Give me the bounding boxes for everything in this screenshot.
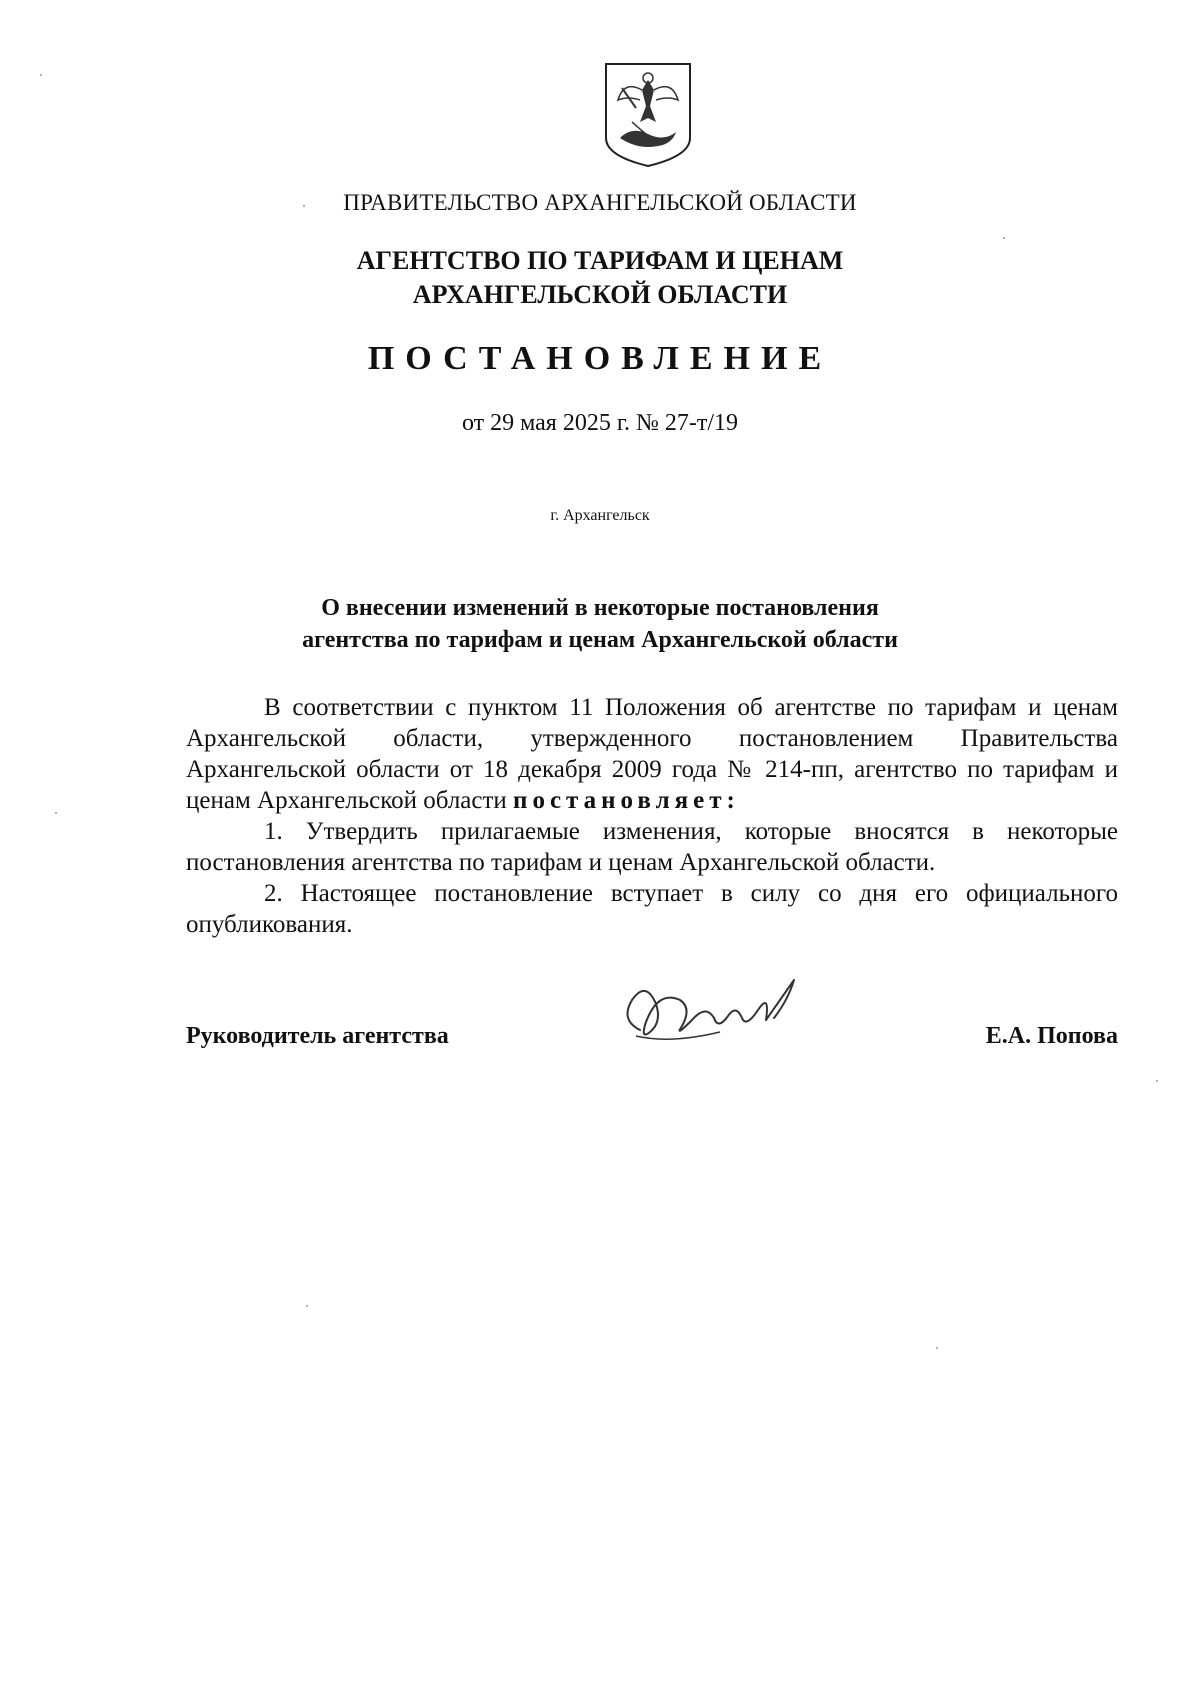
scan-speck	[40, 74, 42, 76]
scan-speck	[1156, 1080, 1158, 1082]
agency-title-line2: АРХАНГЕЛЬСКОЙ ОБЛАСТИ	[412, 280, 788, 309]
scan-speck	[55, 812, 57, 814]
document-body	[186, 692, 1118, 940]
subject-line2: агентства по тарифам и ценам Архангельской области	[302, 627, 898, 653]
item-2: 2. Настоящее постановление вступает в силу со дня его официального опубликования.	[186, 880, 1118, 938]
scan-speck	[303, 205, 305, 207]
document-type: ПОСТАНОВЛЕНИЕ	[367, 340, 833, 377]
coat-of-arms-icon	[602, 60, 694, 170]
scan-speck	[1003, 237, 1005, 239]
item-1: 1. Утвердить прилагаемые изменения, которые вносятся в некоторые постановления агентства по тарифам и ценам Архангельской области.	[186, 818, 1118, 876]
city: г. Архангельск	[550, 507, 650, 524]
agency-title	[0, 244, 1200, 312]
document-number: от 29 мая 2025 г. № 27-т/19	[461, 410, 739, 436]
agency-title-line1: АГЕНТСТВО ПО ТАРИФАМ И ЦЕНАМ	[356, 246, 844, 275]
scan-speck	[306, 1305, 308, 1307]
scan-speck	[936, 1347, 938, 1349]
document-subject	[0, 592, 1200, 656]
decree-keyword: постановляет:	[513, 787, 740, 814]
signatory-name: Е.А. Попова	[985, 1023, 1118, 1049]
preamble-paragraph	[186, 692, 1118, 816]
subject-line1: О внесении изменений в некоторые постановления	[321, 595, 879, 621]
preamble-text: В соответствии с пунктом 11 Положения об агентстве по тарифам и ценам Архангельской области, утвержденного постановлением Правительства Архангельской области от 18 декабря 2009 года № 214-пп, агентство по тарифам и ценам Архангельской области	[186, 694, 1118, 814]
government-title: ПРАВИТЕЛЬСТВО АРХАНГЕЛЬСКОЙ ОБЛАСТИ	[343, 190, 857, 215]
signatory-role: Руководитель агентства	[186, 1023, 449, 1049]
handwritten-signature	[610, 960, 810, 1060]
